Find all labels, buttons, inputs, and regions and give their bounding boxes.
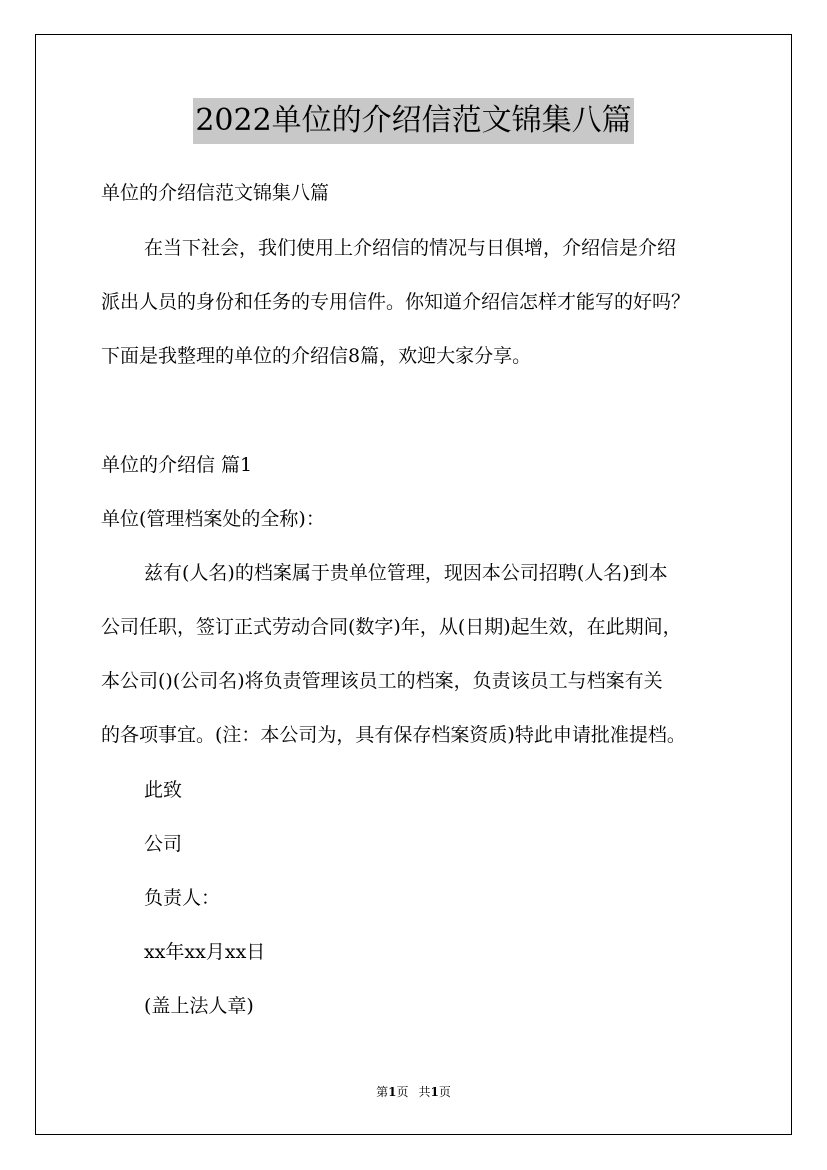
closing-regards: 此致 <box>144 779 183 801</box>
body-line-3: 本公司()(公司名)将负责管理该员工的档案，负责该员工与档案有关 <box>101 670 663 692</box>
body-line-4: 的各项事宜。(注：本公司为，具有保存档案资质)特此申请批准提档。 <box>101 724 686 746</box>
page-footer <box>0 1083 827 1101</box>
footer-total-suffix: 页 <box>438 1085 451 1099</box>
body-line-2: 公司任职，签订正式劳动合同(数字)年，从(日期)起生效，在此期间， <box>101 616 682 638</box>
closing-company: 公司 <box>144 833 183 855</box>
body-line-1: 兹有(人名)的档案属于贵单位管理，现因本公司招聘(人名)到本 <box>144 562 668 584</box>
subtitle: 单位的介绍信范文锦集八篇 <box>101 182 330 204</box>
intro-line-1: 在当下社会，我们使用上介绍信的情况与日俱增，介绍信是介绍 <box>144 237 677 259</box>
footer-total-num: 1 <box>430 1085 439 1099</box>
intro-line-3: 下面是我整理的单位的介绍信8篇，欢迎大家分享。 <box>101 345 532 367</box>
document-title: 2022单位的介绍信范文锦集八篇 <box>193 98 633 144</box>
footer-page-prefix: 第 <box>376 1085 389 1099</box>
footer-page-num: 1 <box>388 1085 397 1099</box>
footer-total-prefix: 共 <box>418 1085 431 1099</box>
title-container <box>0 98 827 144</box>
footer-page-suffix: 页 <box>396 1085 409 1099</box>
closing-responsible: 负责人： <box>144 887 221 909</box>
closing-seal: (盖上法人章) <box>144 995 254 1017</box>
salutation: 单位(管理档案处的全称)： <box>101 508 325 530</box>
intro-line-2: 派出人员的身份和任务的专用信件。你知道介绍信怎样才能写的好吗？ <box>101 291 691 313</box>
section-heading: 单位的介绍信 篇1 <box>101 454 253 476</box>
closing-date: xx年xx月xx日 <box>144 941 266 963</box>
